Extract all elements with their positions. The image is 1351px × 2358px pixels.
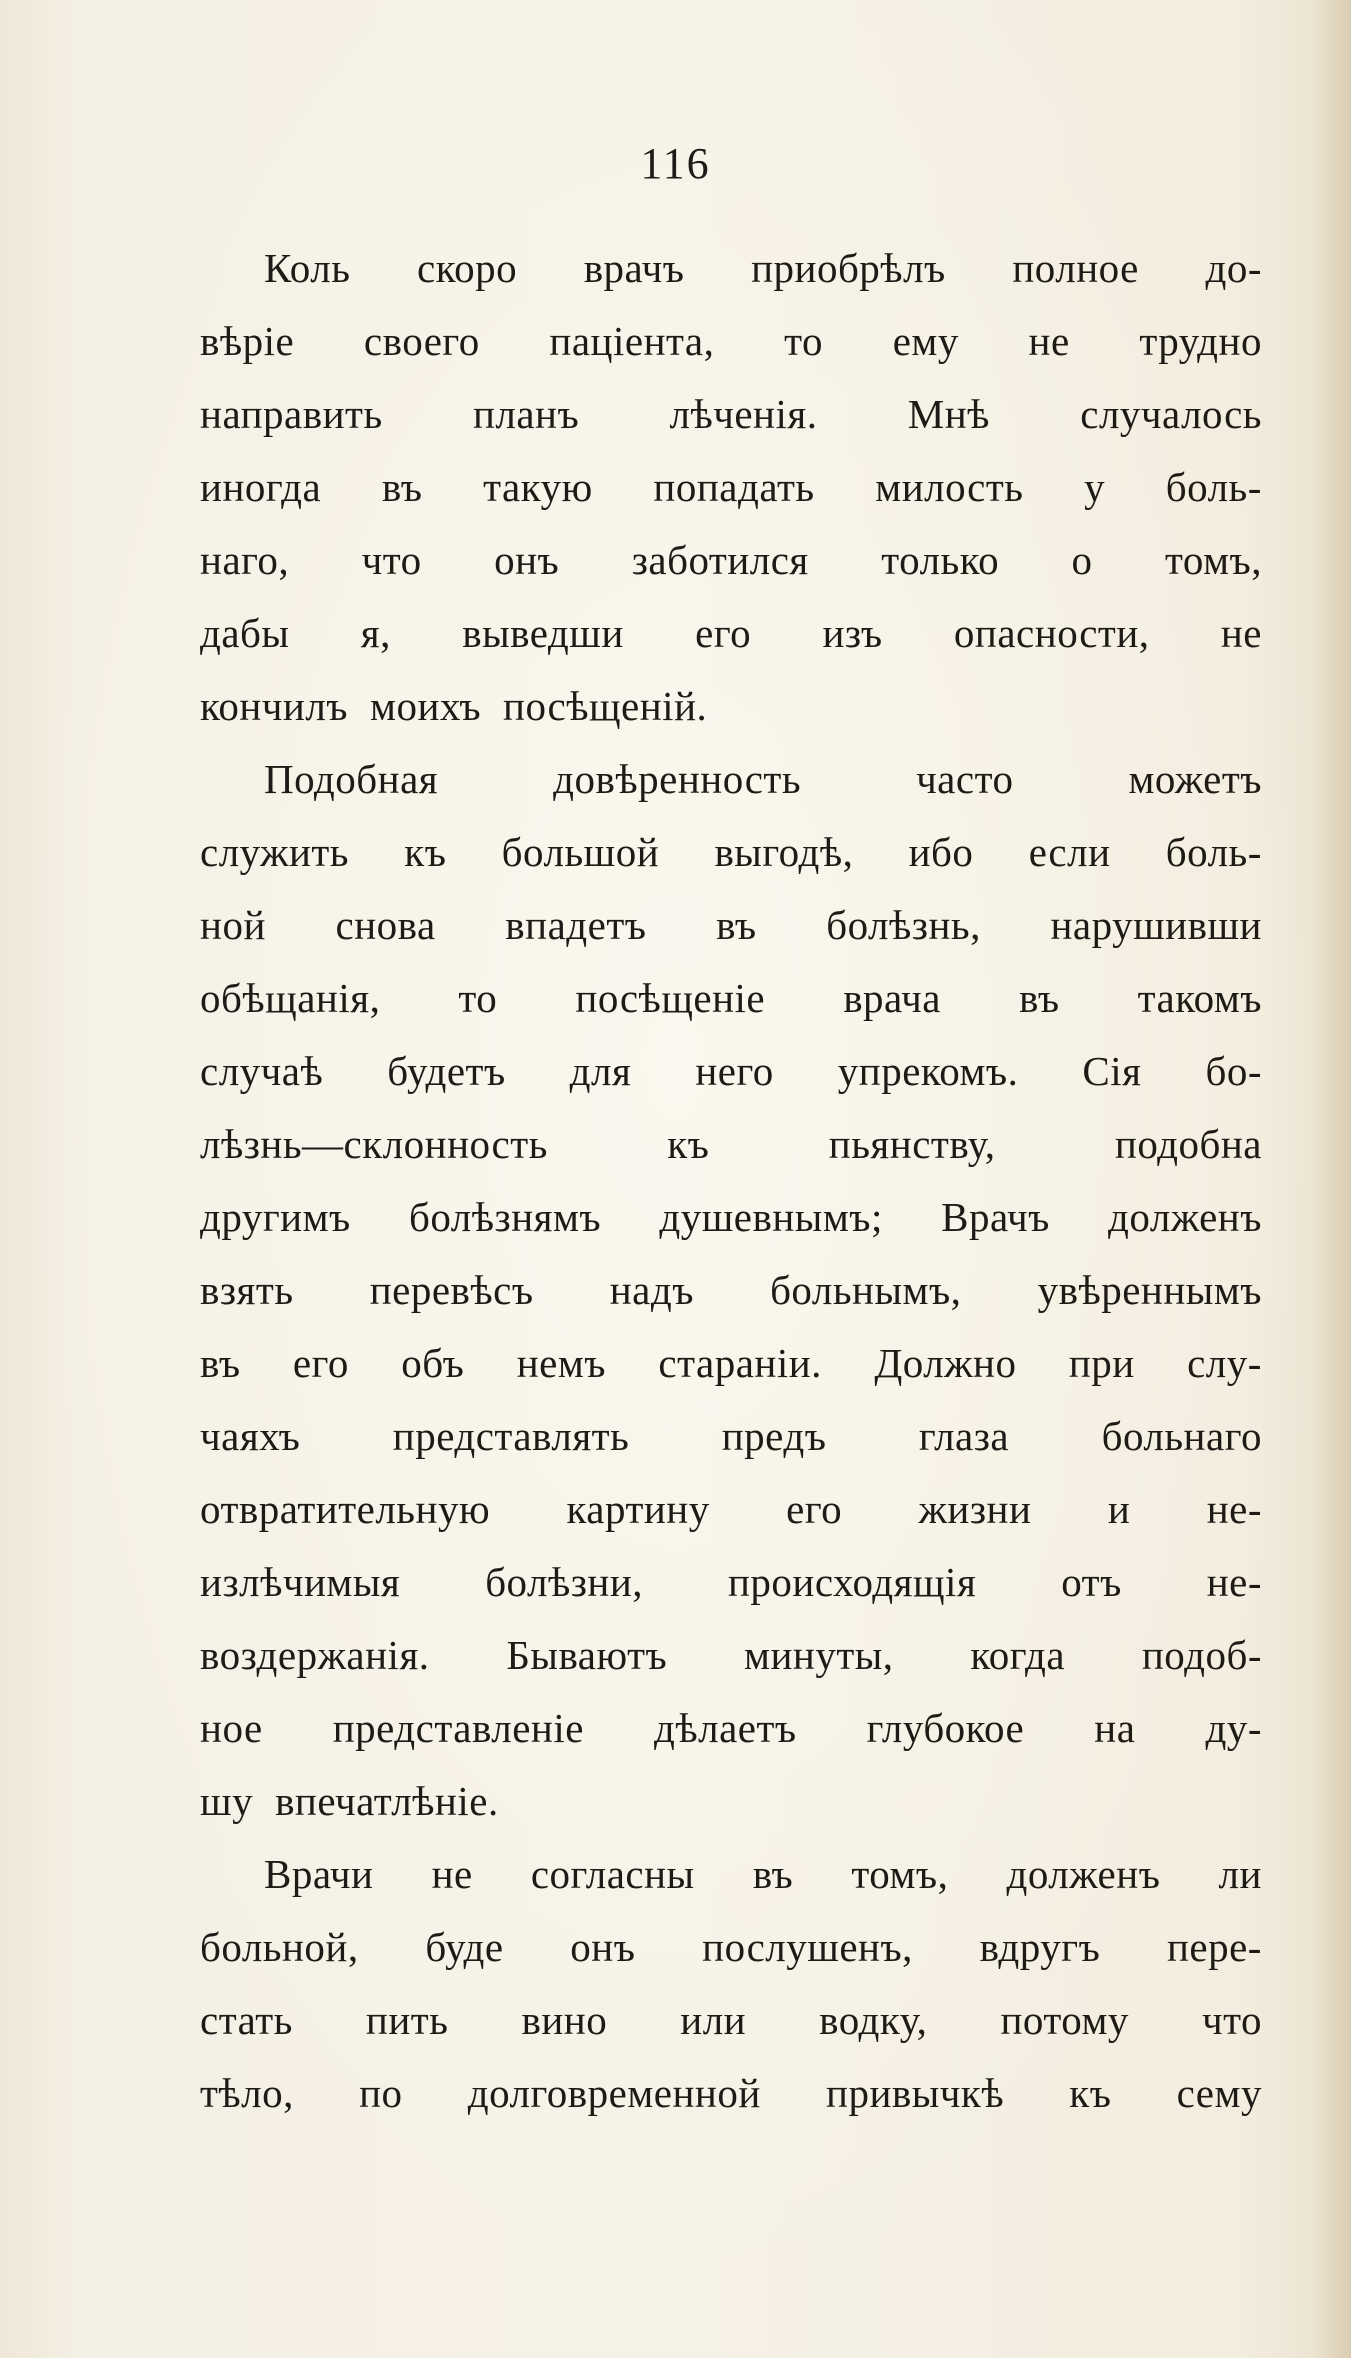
word: послушенъ, [702, 1924, 913, 1970]
word: происходящія [727, 1559, 977, 1605]
word: онъ [570, 1924, 636, 1970]
text-line [200, 743, 1262, 816]
word: тѣло, [200, 2070, 294, 2116]
text-line [200, 1619, 1262, 1692]
word: и [1107, 1486, 1131, 1532]
word: ему [892, 318, 959, 364]
word: посѣщеніе [575, 975, 766, 1021]
word: излѣчимыя [200, 1559, 401, 1605]
word: нарушивши [1050, 902, 1262, 948]
word: больной, [200, 1924, 359, 1970]
word: минуты, [744, 1632, 894, 1678]
text-line [200, 1911, 1262, 1984]
word: трудно [1139, 318, 1262, 364]
word: него [695, 1048, 774, 1094]
word: картину [566, 1486, 710, 1532]
word: увѣреннымъ [1037, 1267, 1262, 1313]
word: часто [916, 756, 1014, 802]
word: планъ [472, 391, 580, 437]
word: большой [501, 829, 660, 875]
word: лѣченія. [669, 391, 818, 437]
text-line [200, 1400, 1262, 1473]
word: Коль [264, 245, 351, 291]
word: обѣщанія, [200, 975, 381, 1021]
word: полное [1012, 245, 1139, 291]
word: дѣлаетъ [654, 1705, 797, 1751]
word: томъ, [1165, 537, 1262, 583]
word: подобна [1114, 1121, 1262, 1167]
word: стараніи. [658, 1340, 822, 1386]
word: паціента, [549, 318, 715, 364]
word: кончилъ [200, 683, 349, 729]
body-text [200, 232, 1262, 2130]
word: къ [667, 1121, 710, 1167]
word: не [431, 1851, 473, 1897]
word: стать [200, 1997, 293, 2043]
word: заботился [631, 537, 809, 583]
text-line [200, 962, 1262, 1035]
word: иногда [200, 464, 322, 510]
word: Бываютъ [506, 1632, 668, 1678]
word: изъ [822, 610, 883, 656]
word: бо- [1205, 1048, 1262, 1094]
word: пить [365, 1997, 449, 2043]
word: больнымъ, [770, 1267, 962, 1313]
word: ной [200, 902, 266, 948]
word: будетъ [387, 1048, 506, 1094]
word: надъ [609, 1267, 694, 1313]
word: томъ, [851, 1851, 949, 1897]
word: не [1028, 318, 1070, 364]
word: вино [521, 1997, 608, 2043]
text-line [200, 1765, 1262, 1838]
word: Сія [1082, 1048, 1142, 1094]
word: объ [401, 1340, 465, 1386]
word: довѣренность [553, 756, 802, 802]
word: своего [363, 318, 480, 364]
text-line [200, 1035, 1262, 1108]
text-line [200, 1984, 1262, 2057]
word: потому [1000, 1997, 1129, 2043]
word: болѣзнямъ [408, 1194, 602, 1240]
word: пьянству, [828, 1121, 996, 1167]
word: душевнымъ; [659, 1194, 883, 1240]
word: привычкѣ [826, 2070, 1005, 2116]
word: Врачъ [941, 1194, 1050, 1240]
word: такомъ [1137, 975, 1262, 1021]
word: на [1094, 1705, 1136, 1751]
word: попадать [653, 464, 815, 510]
word: Подобная [264, 756, 439, 802]
word: его [292, 1340, 349, 1386]
word: больнаго [1101, 1413, 1262, 1459]
word: вѣріе [200, 318, 295, 364]
text-line [200, 524, 1262, 597]
word: отвратительную [200, 1486, 491, 1532]
word: подоб- [1141, 1632, 1262, 1678]
word: опасности, [953, 610, 1150, 656]
word: взять [200, 1267, 294, 1313]
text-line [200, 1546, 1262, 1619]
word: не [1220, 610, 1262, 656]
word: долговременной [467, 2070, 761, 2116]
word: если [1028, 829, 1111, 875]
word: въ [200, 1340, 241, 1386]
word: ное [200, 1705, 263, 1751]
page-edge-shadow [1311, 0, 1351, 2358]
word: вдругъ [979, 1924, 1101, 1970]
text-line [200, 1108, 1262, 1181]
word: случаѣ [200, 1048, 324, 1094]
word: глаза [918, 1413, 1010, 1459]
word: слу- [1187, 1340, 1262, 1386]
word: предъ [721, 1413, 827, 1459]
word: впечатлѣніе. [275, 1778, 499, 1824]
word: болѣзнь, [826, 902, 981, 948]
word: боль- [1165, 829, 1262, 875]
text-line [200, 1254, 1262, 1327]
word: чаяхъ [200, 1413, 301, 1459]
word: шу [200, 1778, 254, 1824]
text-line [200, 305, 1262, 378]
word: перевѣсъ [369, 1267, 534, 1313]
word: посѣщеній. [503, 683, 708, 729]
text-line [200, 1473, 1262, 1546]
text-line [200, 2057, 1262, 2130]
word: Мнѣ [907, 391, 990, 437]
word: въ [716, 902, 757, 948]
word: скоро [417, 245, 518, 291]
page-number: 116 [640, 139, 711, 188]
word: то [784, 318, 823, 364]
word: представлять [392, 1413, 630, 1459]
text-line [200, 670, 1262, 743]
word: врачъ [583, 245, 685, 291]
word: ибо [908, 829, 974, 875]
word: по [359, 2070, 403, 2116]
text-line [200, 816, 1262, 889]
word: при [1068, 1340, 1135, 1386]
word: до- [1205, 245, 1262, 291]
word: въ [752, 1851, 794, 1897]
word: когда [970, 1632, 1066, 1678]
word: дабы [200, 610, 290, 656]
word: въ [381, 464, 423, 510]
word: я, [360, 610, 391, 656]
word: ду- [1205, 1705, 1262, 1751]
text-line [200, 1327, 1262, 1400]
word: упрекомъ. [837, 1048, 1019, 1094]
word: не- [1206, 1486, 1262, 1532]
text-line [200, 597, 1262, 670]
word: къ [404, 829, 447, 875]
word: моихъ [370, 683, 482, 729]
word: водку, [819, 1997, 928, 2043]
word: жизни [918, 1486, 1032, 1532]
word: у [1084, 464, 1106, 510]
text-line [200, 1181, 1262, 1254]
word: что [361, 537, 422, 583]
word: врача [843, 975, 941, 1021]
word: для [569, 1048, 632, 1094]
word: о [1071, 537, 1093, 583]
text-line [200, 232, 1262, 305]
word: боль- [1165, 464, 1262, 510]
word: сему [1176, 2070, 1262, 2116]
word: служить [200, 829, 350, 875]
text-line [200, 378, 1262, 451]
word: ли [1218, 1851, 1262, 1897]
word: долженъ [1006, 1851, 1161, 1897]
word: немъ [516, 1340, 607, 1386]
word: милость [875, 464, 1024, 510]
word: случалось [1080, 391, 1262, 437]
word: долженъ [1108, 1194, 1262, 1240]
word: наго, [200, 537, 290, 583]
word: буде [425, 1924, 504, 1970]
text-line [200, 889, 1262, 962]
word: впадетъ [505, 902, 647, 948]
text-line [200, 1692, 1262, 1765]
word: такую [483, 464, 593, 510]
word: направить [200, 391, 383, 437]
word: только [881, 537, 1000, 583]
word: другимъ [200, 1194, 351, 1240]
word: выведши [462, 610, 624, 656]
word: можетъ [1128, 756, 1262, 802]
word: согласны [530, 1851, 695, 1897]
word: представленіе [332, 1705, 584, 1751]
word: его [695, 610, 752, 656]
word: глубокое [866, 1705, 1025, 1751]
text-line [200, 1838, 1262, 1911]
word: не- [1206, 1559, 1262, 1605]
word: Врачи [264, 1851, 374, 1897]
word: въ [1019, 975, 1060, 1021]
word: болѣзни, [485, 1559, 644, 1605]
word: къ [1069, 2070, 1112, 2116]
word: отъ [1061, 1559, 1122, 1605]
text-line [200, 451, 1262, 524]
word: его [786, 1486, 843, 1532]
word: снова [335, 902, 436, 948]
word: Должно [874, 1340, 1017, 1386]
word: выгодѣ, [714, 829, 854, 875]
word: что [1201, 1997, 1262, 2043]
word: пере- [1166, 1924, 1262, 1970]
word: или [680, 1997, 747, 2043]
word: онъ [494, 537, 560, 583]
word: приобрѣлъ [751, 245, 946, 291]
word: то [458, 975, 498, 1021]
word: воздержанія. [200, 1632, 430, 1678]
word: лѣзнь—склонность [200, 1121, 548, 1167]
